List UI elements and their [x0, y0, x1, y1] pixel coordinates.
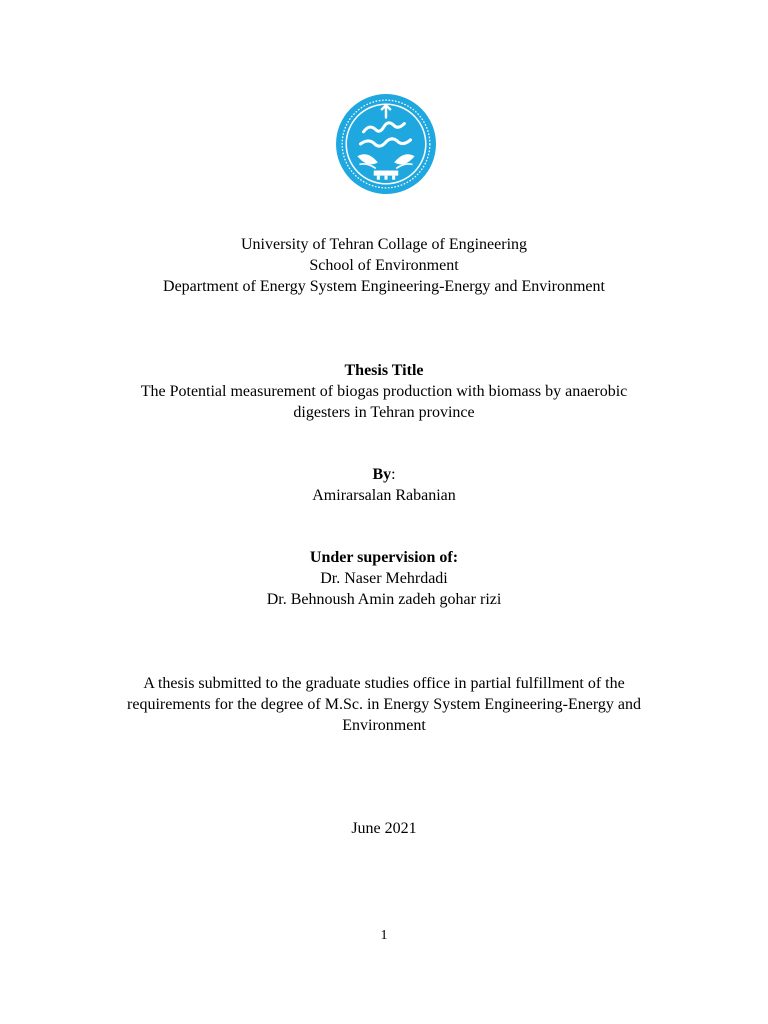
submission-line-1: A thesis submitted to the graduate studies office in partial fulfillment of the	[143, 675, 625, 692]
school-name: School of Environment	[309, 257, 459, 274]
thesis-title-block	[0, 360, 768, 423]
institution-block	[0, 234, 768, 297]
author-label-colon: :	[391, 466, 396, 483]
page-number: 1	[380, 928, 388, 943]
author-label: By	[372, 466, 392, 483]
submission-line-3: Environment	[342, 717, 426, 734]
university-name: University of Tehran Collage of Engineering	[240, 236, 528, 253]
department-name: Department of Energy System Engineering-Energy and Environment	[163, 278, 605, 295]
university-seal-icon	[335, 93, 437, 195]
supervision-block	[0, 547, 768, 610]
thesis-heading: Thesis Title	[344, 362, 424, 379]
author-label-line	[0, 464, 768, 485]
submission-statement	[0, 673, 768, 736]
submission-date: June 2021	[351, 820, 417, 837]
supervisor-1: Dr. Naser Mehrdadi	[320, 570, 448, 587]
supervisor-2: Dr. Behnoush Amin zadeh gohar rizi	[266, 591, 502, 608]
supervision-label: Under supervision of:	[309, 549, 459, 566]
author-name: Amirarsalan Rabanian	[312, 487, 456, 504]
thesis-title-line-2: digesters in Tehran province	[293, 404, 475, 421]
thesis-title-line-1: The Potential measurement of biogas production with biomass by anaerobic	[140, 383, 628, 400]
submission-line-2: requirements for the degree of M.Sc. in Energy System Engineering-Energy and	[127, 696, 641, 713]
author-block	[0, 464, 768, 506]
